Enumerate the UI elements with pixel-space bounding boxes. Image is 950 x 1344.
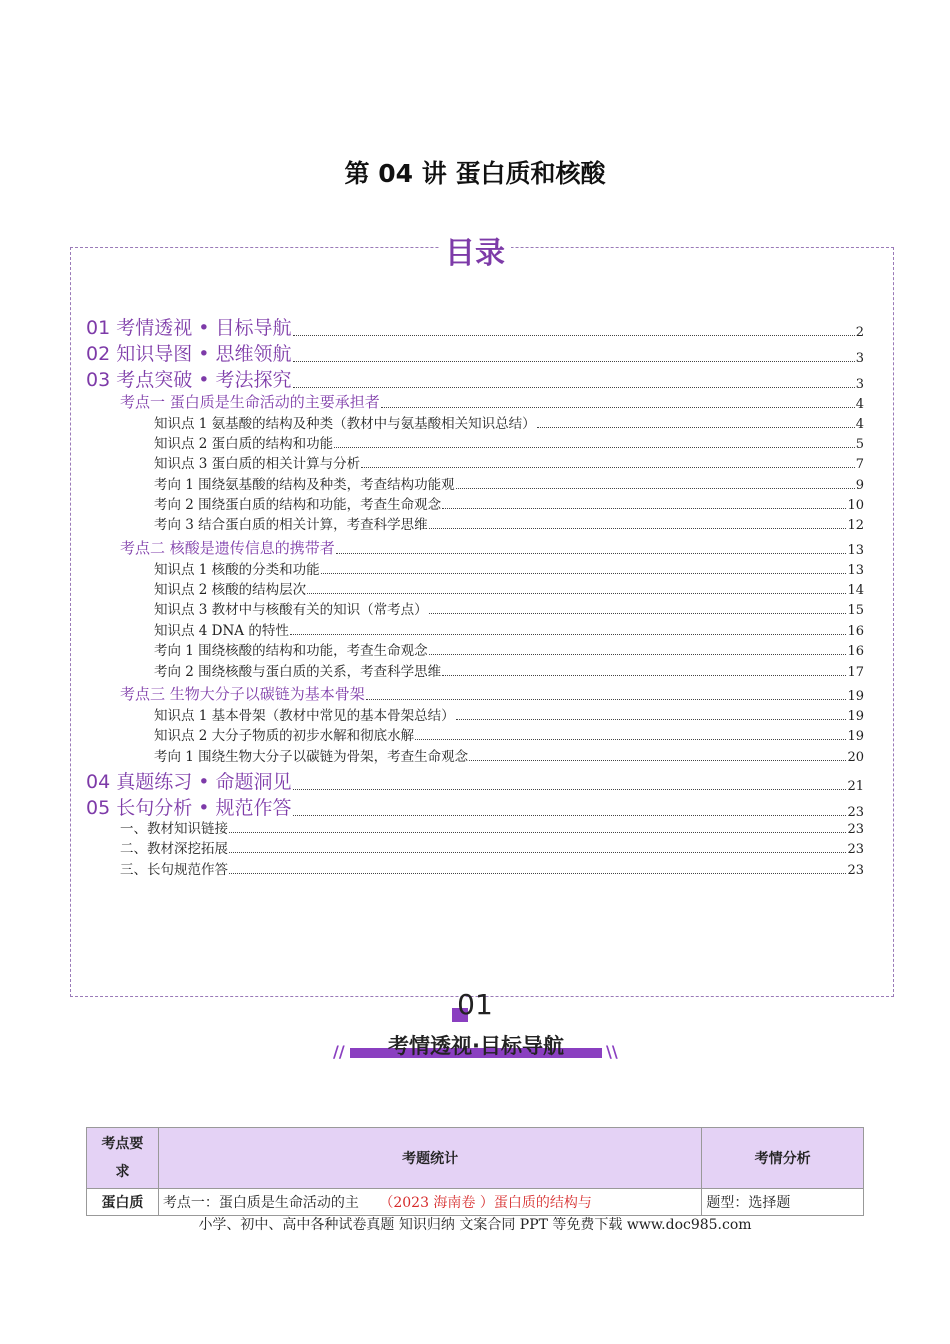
toc-leader-dots xyxy=(381,406,855,408)
toc-heading-text: 目录 xyxy=(439,236,511,271)
toc-entry-title: 05 长句分析 • 规范作答 xyxy=(86,797,292,819)
toc-entry[interactable] xyxy=(120,392,864,412)
toc-leader-dots xyxy=(293,814,847,816)
section-number: 01 xyxy=(457,988,493,1021)
toc-entry[interactable] xyxy=(86,770,864,794)
cell-topic: 蛋白质 xyxy=(87,1189,159,1216)
toc-entry-title: 考点一 蛋白质是生命活动的主要承担者 xyxy=(120,393,380,411)
toc-entry[interactable] xyxy=(154,453,864,472)
toc-entry-title: 考点三 生物大分子以碳链为基本骨架 xyxy=(120,685,365,703)
toc-leader-dots xyxy=(229,831,846,833)
toc-entry-page: 9 xyxy=(855,478,864,493)
toc-entry-page: 19 xyxy=(847,689,864,704)
toc-entry-page: 19 xyxy=(847,709,864,724)
header-analysis: 考情分析 xyxy=(702,1128,864,1189)
toc-leader-dots xyxy=(456,718,847,720)
toc-entry-title: 知识点 3 蛋白质的相关计算与分析 xyxy=(154,456,361,472)
toc-entry-title: 考向 2 围绕核酸与蛋白质的关系，考查科学思维 xyxy=(154,664,442,680)
toc-entry[interactable] xyxy=(154,705,864,724)
toc-entry-title: 01 考情透视 • 目标导航 xyxy=(86,317,292,339)
section-banner xyxy=(350,1030,602,1058)
toc-leader-dots xyxy=(321,572,847,574)
toc-entry-title: 知识点 3 教材中与核酸有关的知识（常考点） xyxy=(154,602,428,618)
header-requirement: 考点要求 xyxy=(87,1128,159,1189)
toc-entry-title: 三、长句规范作答 xyxy=(120,862,228,878)
section-title: 考情透视·目标导航 xyxy=(388,1034,564,1058)
toc-entry-title: 04 真题练习 • 命题洞见 xyxy=(86,771,292,793)
toc-entry-page: 13 xyxy=(847,563,864,578)
document-title: 第 04 讲 蛋白质和核酸 xyxy=(344,159,606,188)
toc-entry-page: 4 xyxy=(855,397,864,412)
cell-statistics xyxy=(158,1189,701,1216)
toc-entry-page: 7 xyxy=(855,457,864,472)
toc-entry-page: 23 xyxy=(847,805,864,820)
toc-entry[interactable] xyxy=(120,684,864,704)
cell-statistics-point: 考点一：蛋白质是生命活动的主 xyxy=(162,1195,359,1211)
banner-left-slashes: // xyxy=(333,1042,345,1061)
toc-entry-page: 15 xyxy=(847,603,864,618)
toc-entry-page: 16 xyxy=(847,624,864,639)
toc-leader-dots xyxy=(290,633,847,635)
toc-leader-dots xyxy=(366,698,847,700)
toc-entry[interactable] xyxy=(154,474,864,493)
toc-entry-page: 2 xyxy=(855,325,864,340)
toc-entry-page: 21 xyxy=(847,779,864,794)
toc-entry[interactable] xyxy=(86,368,864,392)
toc-entry[interactable] xyxy=(154,413,864,432)
toc-leader-dots xyxy=(456,487,855,489)
toc-entry-title: 知识点 2 核酸的结构层次 xyxy=(154,582,307,598)
toc-leader-dots xyxy=(293,334,855,336)
toc-entry[interactable] xyxy=(154,661,864,680)
toc-entry-title: 知识点 1 核酸的分类和功能 xyxy=(154,562,320,578)
toc-entry-title: 02 知识导图 • 思维领航 xyxy=(86,343,292,365)
toc-leader-dots xyxy=(469,759,846,761)
toc-entry-title: 考向 1 围绕核酸的结构和功能，考查生命观念 xyxy=(154,643,428,659)
toc-leader-dots xyxy=(229,851,846,853)
toc-entry-page: 23 xyxy=(847,863,864,878)
toc-leader-dots xyxy=(293,360,855,362)
toc-entry-page: 23 xyxy=(847,842,864,857)
toc-entry-title: 考向 2 围绕蛋白质的结构和功能，考查生命观念 xyxy=(154,497,442,513)
toc-entry[interactable] xyxy=(154,433,864,452)
toc-entry-title: 考向 1 围绕氨基酸的结构及种类，考查结构功能观 xyxy=(154,477,455,493)
toc-leader-dots xyxy=(429,527,847,529)
page-footer: 小学、初中、高中各种试卷真题 知识归纳 文案合同 PPT 等免费下载 www.doc985.com xyxy=(198,1217,752,1233)
toc-entry-title: 03 考点突破 • 考法探究 xyxy=(86,369,292,391)
toc-entry-title: 知识点 1 基本骨架（教材中常见的基本骨架总结） xyxy=(154,708,455,724)
toc-leader-dots xyxy=(336,552,847,554)
toc-entry-title: 考向 3 结合蛋白质的相关计算，考查科学思维 xyxy=(154,517,428,533)
toc-entry[interactable] xyxy=(154,640,864,659)
toc-leader-dots xyxy=(334,446,855,448)
table-header-row xyxy=(87,1128,864,1189)
toc-entry-title: 考向 1 围绕生物大分子以碳链为骨架，考查生命观念 xyxy=(154,749,469,765)
toc-leader-dots xyxy=(537,426,855,428)
toc-entry-page: 13 xyxy=(847,543,864,558)
banner-right-slashes: \\ xyxy=(606,1042,618,1061)
toc-entry[interactable] xyxy=(120,818,864,837)
toc-entry-page: 10 xyxy=(847,498,864,513)
toc-entry[interactable] xyxy=(120,838,864,857)
toc-entry[interactable] xyxy=(154,579,864,598)
toc-entry-page: 5 xyxy=(855,437,864,452)
toc-entry[interactable] xyxy=(154,725,864,744)
toc-leader-dots xyxy=(415,738,846,740)
toc-leader-dots xyxy=(293,386,855,388)
toc-entry[interactable] xyxy=(154,746,864,765)
exam-stat-table xyxy=(86,1127,864,1216)
toc-heading xyxy=(0,228,950,272)
toc-leader-dots xyxy=(361,466,855,468)
toc-leader-dots xyxy=(293,788,847,790)
toc-entry-page: 3 xyxy=(855,351,864,366)
toc-leader-dots xyxy=(229,872,846,874)
toc-entry[interactable] xyxy=(154,599,864,618)
toc-entry-title: 考点二 核酸是遗传信息的携带者 xyxy=(120,539,335,557)
toc-entry-page: 23 xyxy=(847,822,864,837)
toc-entry[interactable] xyxy=(154,514,864,533)
header-statistics: 考题统计 xyxy=(158,1128,701,1189)
table-row xyxy=(87,1189,864,1216)
toc-entry-title: 知识点 1 氨基酸的结构及种类（教材中与氨基酸相关知识总结） xyxy=(154,416,536,432)
toc-entry[interactable] xyxy=(120,538,864,558)
toc-entry-page: 17 xyxy=(847,665,864,680)
toc-leader-dots xyxy=(429,653,847,655)
toc-leader-dots xyxy=(442,674,846,676)
toc-entry[interactable] xyxy=(86,342,864,366)
toc-entry-title: 知识点 2 蛋白质的结构和功能 xyxy=(154,436,334,452)
toc-entry-page: 20 xyxy=(847,750,864,765)
toc-leader-dots xyxy=(307,592,846,594)
toc-entry-page: 12 xyxy=(847,518,864,533)
toc-entry-page: 4 xyxy=(855,417,864,432)
toc-entry-title: 知识点 4 DNA 的特性 xyxy=(154,623,289,639)
toc-leader-dots xyxy=(429,612,847,614)
toc-entry-title: 二、教材深挖拓展 xyxy=(120,841,228,857)
cell-analysis: 题型：选择题 xyxy=(702,1189,864,1216)
cell-statistics-exam: （2023 海南卷 ）蛋白质的结构与 xyxy=(379,1195,592,1211)
toc-entry-page: 16 xyxy=(847,644,864,659)
toc-entry[interactable] xyxy=(154,494,864,513)
toc-entry-title: 一、教材知识链接 xyxy=(120,821,228,837)
toc-entry[interactable] xyxy=(154,559,864,578)
toc-entry-title: 知识点 2 大分子物质的初步水解和彻底水解 xyxy=(154,728,415,744)
toc-entry-page: 3 xyxy=(855,377,864,392)
toc-entry[interactable] xyxy=(154,620,864,639)
toc-entry-page: 14 xyxy=(847,583,864,598)
toc-entry[interactable] xyxy=(120,859,864,878)
toc-entry[interactable] xyxy=(86,316,864,340)
toc-entry-page: 19 xyxy=(847,729,864,744)
toc-leader-dots xyxy=(442,507,846,509)
